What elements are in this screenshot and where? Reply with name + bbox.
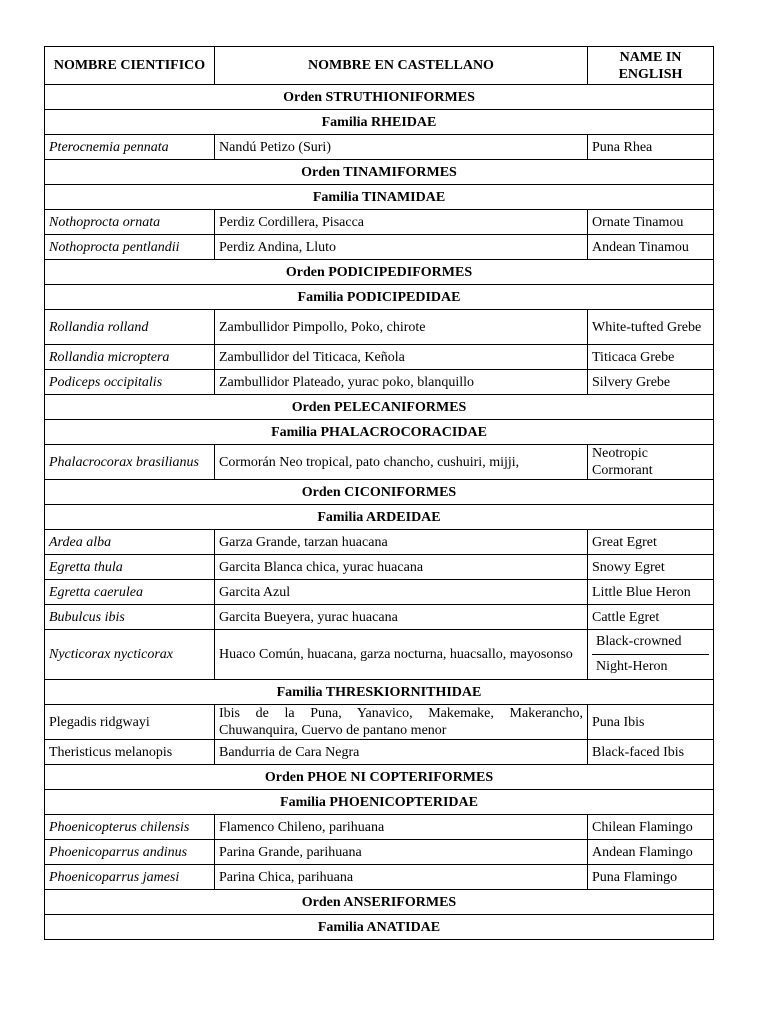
english-name-cell: White-tufted Grebe — [588, 310, 714, 345]
english-name-cell: Great Egret — [588, 530, 714, 555]
species-table — [44, 46, 714, 940]
table-row — [45, 310, 714, 345]
english-name-cell: Andean Tinamou — [588, 235, 714, 260]
header-scientific-name: NOMBRE CIENTIFICO — [45, 47, 215, 85]
english-name-cell: Ornate Tinamou — [588, 210, 714, 235]
order-row — [45, 480, 714, 505]
order-heading: Orden PODICIPEDIFORMES — [45, 260, 714, 285]
order-heading: Orden PELECANIFORMES — [45, 395, 714, 420]
spanish-name-cell: Huaco Común, huacana, garza nocturna, huacsallo, mayosonso — [215, 630, 588, 680]
table-row — [45, 530, 714, 555]
scientific-name-cell: Pterocnemia pennata — [45, 135, 215, 160]
spanish-name-cell: Garcita Blanca chica, yurac huacana — [215, 555, 588, 580]
spanish-name-cell: Ibis de la Puna, Yanavico, Makemake, Makerancho, Chuwanquira, Cuervo de pantano menor — [215, 705, 588, 740]
english-name-cell: Chilean Flamingo — [588, 815, 714, 840]
english-name-cell: Titicaca Grebe — [588, 345, 714, 370]
english-name-cell: Puna Rhea — [588, 135, 714, 160]
order-heading: Orden ANSERIFORMES — [45, 890, 714, 915]
family-heading: Familia RHEIDAE — [45, 110, 714, 135]
scientific-name-cell: Phoenicoparrus jamesi — [45, 865, 215, 890]
order-row — [45, 260, 714, 285]
table-row — [45, 865, 714, 890]
family-heading: Familia ANATIDAE — [45, 915, 714, 940]
family-heading: Familia PODICIPEDIDAE — [45, 285, 714, 310]
spanish-name-cell: Parina Grande, parihuana — [215, 840, 588, 865]
spanish-name-cell: Nandú Petizo (Suri) — [215, 135, 588, 160]
spanish-name-cell: Garza Grande, tarzan huacana — [215, 530, 588, 555]
spanish-name-cell: Parina Chica, parihuana — [215, 865, 588, 890]
table-row — [45, 555, 714, 580]
spanish-name-cell: Garcita Azul — [215, 580, 588, 605]
english-name-cell: Silvery Grebe — [588, 370, 714, 395]
order-row — [45, 890, 714, 915]
order-row — [45, 395, 714, 420]
english-name-line-2: Night-Heron — [596, 659, 668, 674]
english-name-cell: Neotropic Cormorant — [588, 445, 714, 480]
family-row — [45, 505, 714, 530]
scientific-name-cell: Podiceps occipitalis — [45, 370, 215, 395]
scientific-name-cell: Theristicus melanopis — [45, 740, 215, 765]
spanish-name-cell: Bandurria de Cara Negra — [215, 740, 588, 765]
english-name-cell: Little Blue Heron — [588, 580, 714, 605]
table-row — [45, 815, 714, 840]
family-row — [45, 285, 714, 310]
family-heading: Familia THRESKIORNITHIDAE — [45, 680, 714, 705]
family-heading: Familia PHOENICOPTERIDAE — [45, 790, 714, 815]
order-heading: Orden TINAMIFORMES — [45, 160, 714, 185]
family-row — [45, 915, 714, 940]
spanish-name-cell: Perdiz Andina, Lluto — [215, 235, 588, 260]
table-row — [45, 705, 714, 740]
spanish-name-cell: Zambullidor Pimpollo, Poko, chirote — [215, 310, 588, 345]
table-row — [45, 580, 714, 605]
order-heading: Orden PHOE NI COPTERIFORMES — [45, 765, 714, 790]
english-name-cell — [588, 630, 714, 680]
scientific-name-cell: Phoenicoparrus andinus — [45, 840, 215, 865]
scientific-name-cell: Plegadis ridgwayi — [45, 705, 215, 740]
header-spanish-name: NOMBRE EN CASTELLANO — [215, 47, 588, 85]
table-row — [45, 630, 714, 680]
table-row — [45, 235, 714, 260]
scientific-name-cell: Egretta caerulea — [45, 580, 215, 605]
scientific-name-cell: Nothoprocta ornata — [45, 210, 215, 235]
family-heading: Familia PHALACROCORACIDAE — [45, 420, 714, 445]
order-heading: Orden STRUTHIONIFORMES — [45, 85, 714, 110]
table-row — [45, 605, 714, 630]
english-name-cell: Cattle Egret — [588, 605, 714, 630]
spanish-name-cell: Garcita Bueyera, yurac huacana — [215, 605, 588, 630]
family-row — [45, 110, 714, 135]
spanish-name-cell: Cormorán Neo tropical, pato chancho, cushuiri, mijji, — [215, 445, 588, 480]
english-name-line-1: Black-crowned — [592, 630, 709, 655]
table-row — [45, 210, 714, 235]
order-row — [45, 160, 714, 185]
table-row — [45, 345, 714, 370]
order-heading: Orden CICONIFORMES — [45, 480, 714, 505]
scientific-name-cell: Rollandia microptera — [45, 345, 215, 370]
spanish-name-cell: Zambullidor Plateado, yurac poko, blanquillo — [215, 370, 588, 395]
spanish-name-cell: Zambullidor del Titicaca, Keñola — [215, 345, 588, 370]
english-name-cell: Black-faced Ibis — [588, 740, 714, 765]
family-row — [45, 185, 714, 210]
family-row — [45, 420, 714, 445]
scientific-name-cell: Nycticorax nycticorax — [45, 630, 215, 680]
scientific-name-cell: Nothoprocta pentlandii — [45, 235, 215, 260]
table-row — [45, 840, 714, 865]
spanish-name-cell: Flamenco Chileno, parihuana — [215, 815, 588, 840]
header-english-name: NAME IN ENGLISH — [588, 47, 714, 85]
english-name-cell: Puna Flamingo — [588, 865, 714, 890]
family-heading: Familia TINAMIDAE — [45, 185, 714, 210]
scientific-name-cell: Bubulcus ibis — [45, 605, 215, 630]
spanish-name-cell: Perdiz Cordillera, Pisacca — [215, 210, 588, 235]
family-row — [45, 680, 714, 705]
order-row — [45, 765, 714, 790]
scientific-name-cell: Phalacrocorax brasilianus — [45, 445, 215, 480]
table-row — [45, 445, 714, 480]
scientific-name-cell: Rollandia rolland — [45, 310, 215, 345]
table-row — [45, 740, 714, 765]
table-row — [45, 135, 714, 160]
family-heading: Familia ARDEIDAE — [45, 505, 714, 530]
family-row — [45, 790, 714, 815]
table-row — [45, 370, 714, 395]
order-row — [45, 85, 714, 110]
scientific-name-cell: Egretta thula — [45, 555, 215, 580]
table-header-row — [45, 47, 714, 85]
english-name-cell: Andean Flamingo — [588, 840, 714, 865]
scientific-name-cell: Ardea alba — [45, 530, 215, 555]
english-name-cell: Snowy Egret — [588, 555, 714, 580]
scientific-name-cell: Phoenicopterus chilensis — [45, 815, 215, 840]
english-name-cell: Puna Ibis — [588, 705, 714, 740]
